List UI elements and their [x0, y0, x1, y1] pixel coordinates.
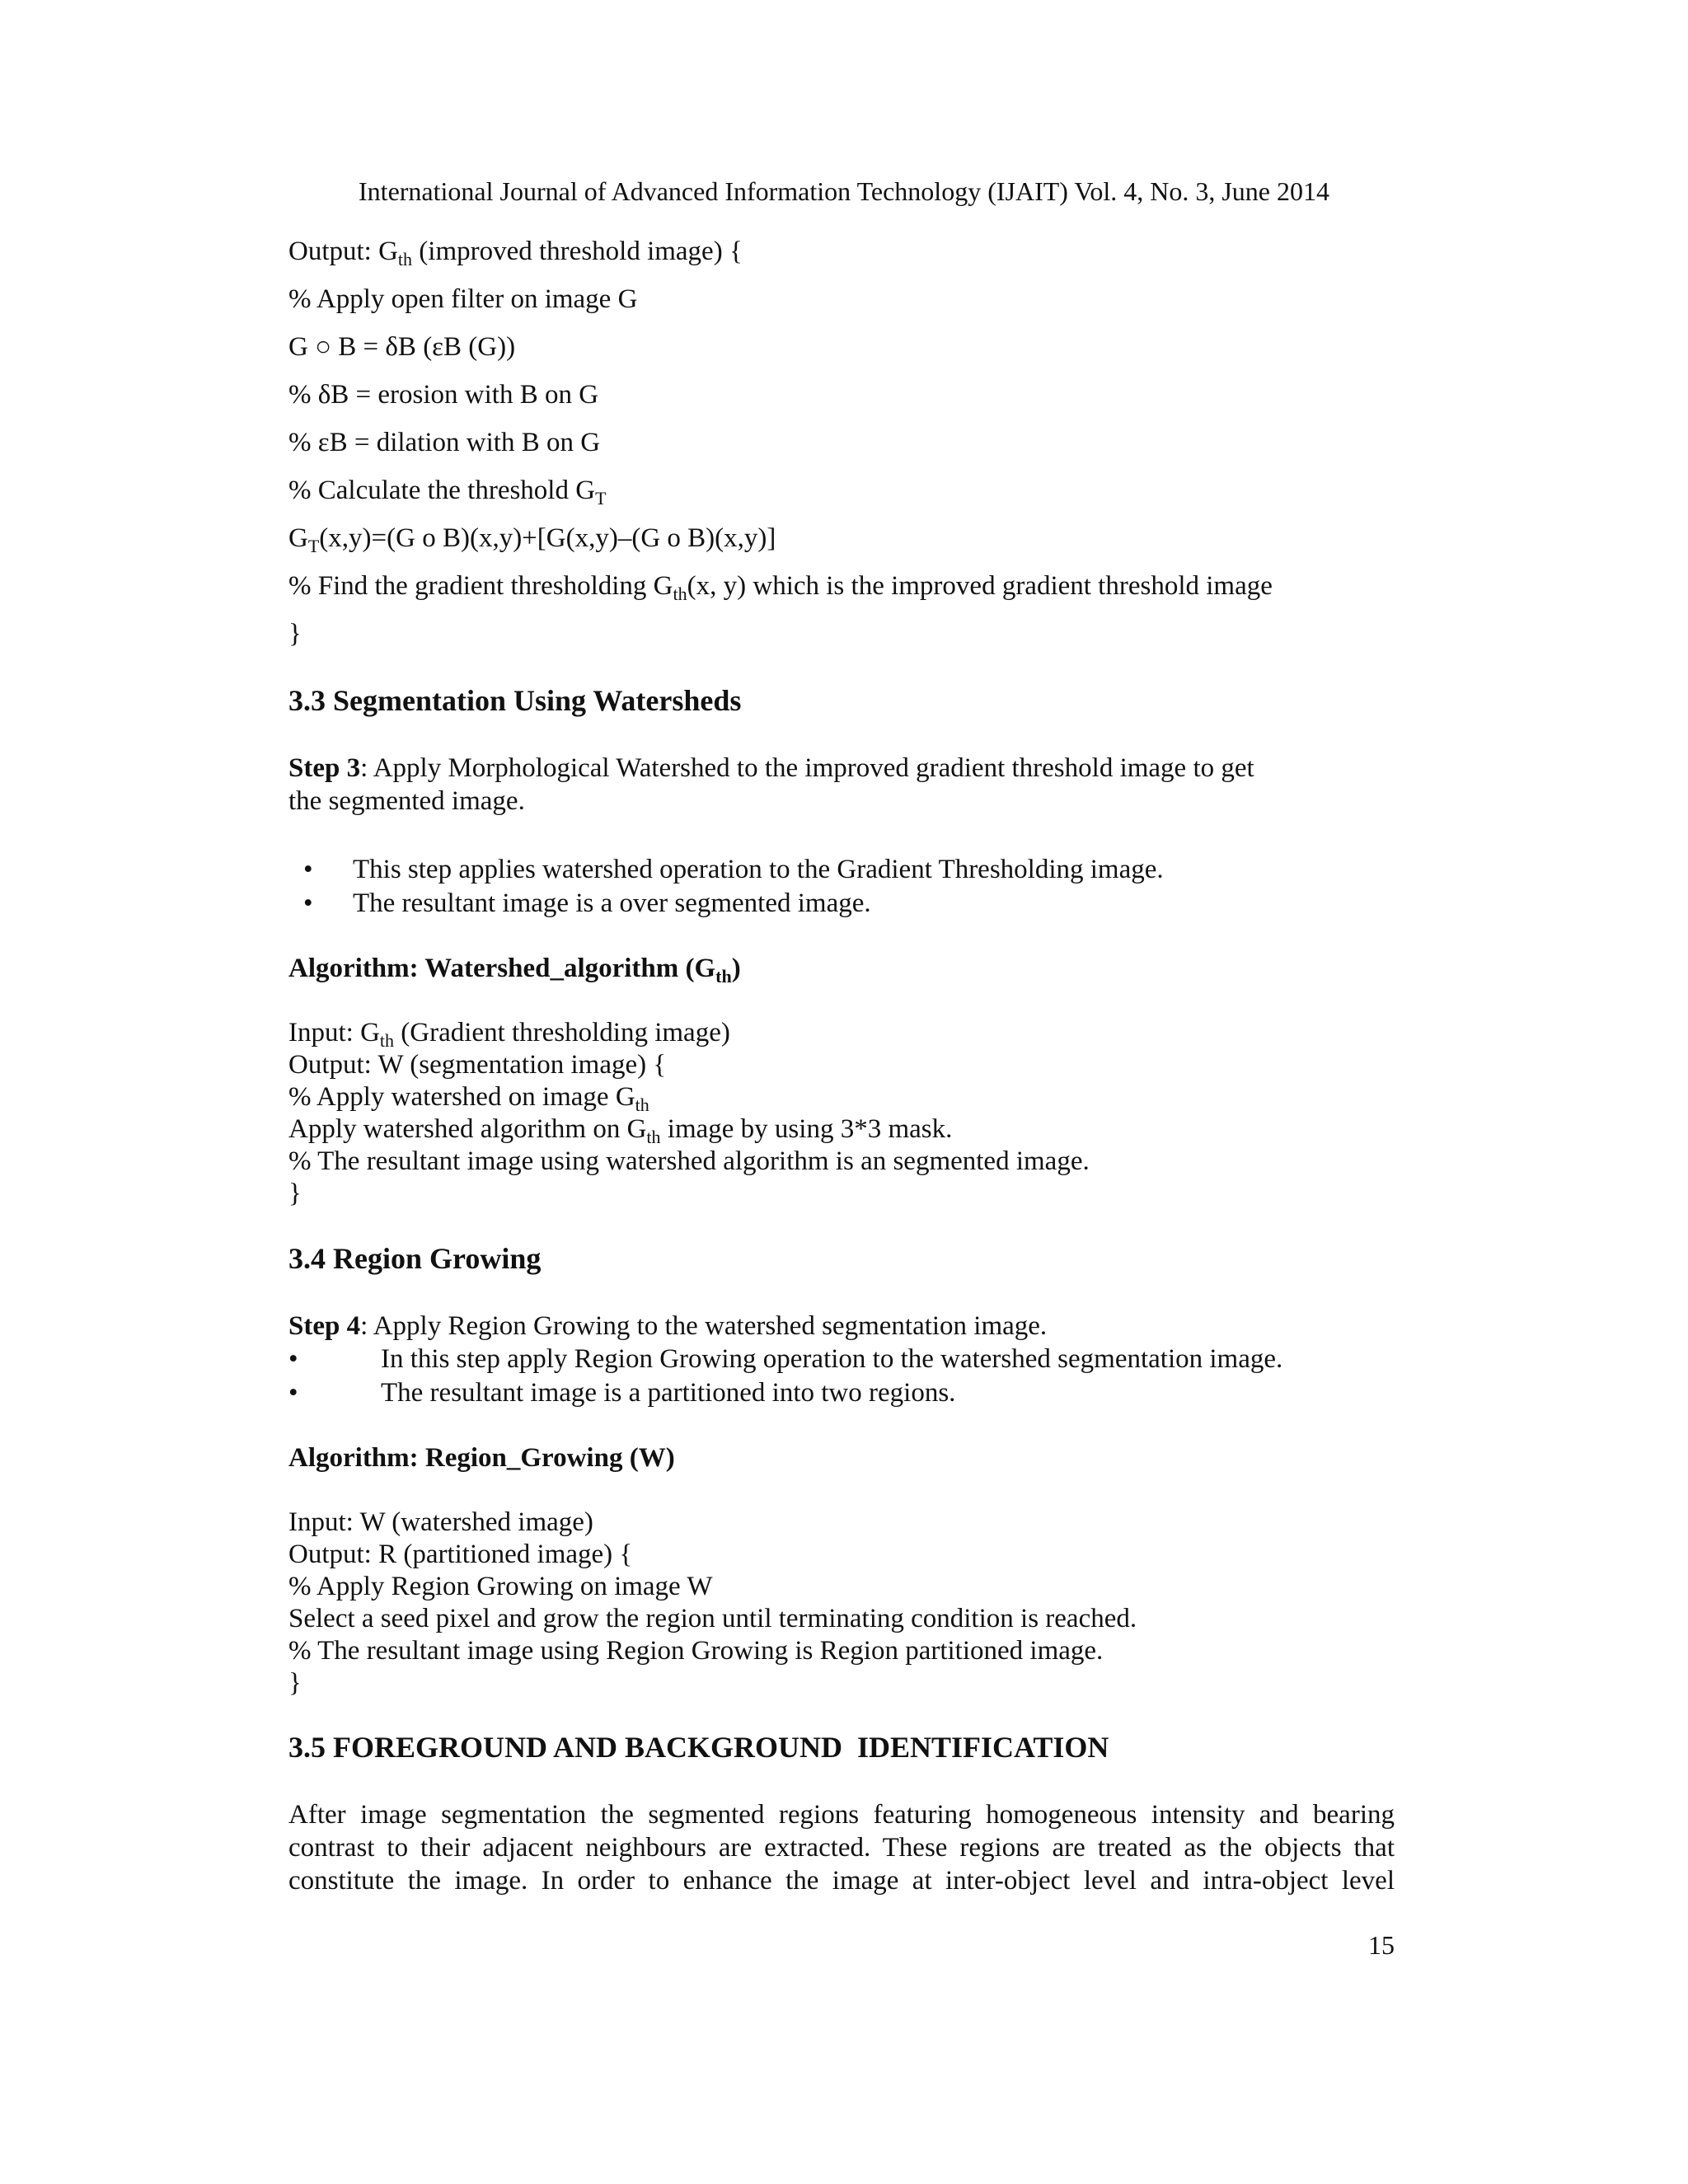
section-3-5-heading: 3.5 FOREGROUND AND BACKGROUND IDENTIFICATION	[288, 1731, 1109, 1764]
gradient-line-calc-threshold: % Calculate the threshold $G_T$	[288, 476, 607, 509]
gradient-line-threshold-formula: $G_T(x,y)=(G$ o B)(x,y)+[G(x,y)–(G o B)(x,y)]	[288, 523, 776, 556]
bullet-glyph: •	[303, 855, 313, 884]
section-3-5-para-line-1: After image segmentation the segmented regions featuring homogeneous intensity and bearing	[288, 1800, 1395, 1830]
gradient-line-open-filter: % Apply open filter on image G	[288, 284, 638, 314]
step-3-line-1: Step 3: Apply Morphological Watershed to the improved gradient threshold image to get	[288, 753, 1254, 783]
region-select-line: Select a seed pixel and grow the region until terminating condition is reached.	[288, 1604, 1137, 1633]
gradient-line-opening-formula: G ○ B = δB (εB (G))	[288, 332, 516, 362]
watershed-output-line: Output: W (segmentation image) {	[288, 1050, 667, 1080]
gradient-line-find-thresholding: % Find the gradient thresholding $G_{th}(x$, y) which is the improved gradient threshold image	[288, 571, 1273, 604]
watershed-close-brace: }	[288, 1179, 302, 1208]
section-3-5-para-line-2: contrast to their adjacent neighbours are extracted. These regions are treated as the objects that	[288, 1833, 1395, 1863]
step-3-line-2: the segmented image.	[288, 786, 525, 816]
section-3-5-para-line-3: constitute the image. In order to enhance the image at inter-object level and intra-object level	[288, 1866, 1395, 1896]
watershed-input-line: Input: $G_{th}$ (Gradient thresholding image)	[288, 1018, 730, 1051]
region-input-line: Input: W (watershed image)	[288, 1507, 593, 1537]
watershed-result-line: % The resultant image using watershed algorithm is an segmented image.	[288, 1146, 1090, 1176]
gradient-output-line: Output: $G_{th}$ (improved threshold image) {	[288, 237, 743, 269]
section-3-3-bullet-2: The resultant image is a over segmented image.	[353, 888, 871, 918]
gradient-line-erosion: % δB = erosion with B on G	[288, 380, 599, 410]
region-apply-comment: % Apply Region Growing on image W	[288, 1572, 713, 1601]
gradient-line-dilation: % εB = dilation with B on G	[288, 428, 601, 457]
region-growing-algorithm-title: Algorithm: Region_Growing (W)	[288, 1443, 675, 1473]
region-close-brace: }	[288, 1668, 302, 1698]
bullet-glyph: •	[288, 1344, 298, 1374]
region-result-line: % The resultant image using Region Growing is Region partitioned image.	[288, 1636, 1104, 1666]
journal-header: International Journal of Advanced Information Technology (IJAIT) Vol. 4, No. 3, June 2014	[359, 176, 1329, 206]
section-3-3-heading: 3.3 Segmentation Using Watersheds	[288, 684, 742, 717]
page-number: 15	[1368, 1930, 1395, 1960]
step-4-line: Step 4: Apply Region Growing to the watershed segmentation image.	[288, 1311, 1048, 1341]
section-3-4-bullet-1: In this step apply Region Growing operation to the watershed segmentation image.	[381, 1344, 1283, 1374]
region-output-line: Output: R (partitioned image) {	[288, 1540, 633, 1569]
watershed-apply-comment: % Apply watershed on image $G_{th}$	[288, 1082, 649, 1115]
section-3-4-bullet-2: The resultant image is a partitioned into two regions.	[381, 1378, 956, 1408]
section-3-3-bullet-1: This step applies watershed operation to the Gradient Thresholding image.	[353, 855, 1164, 884]
gradient-close-brace: }	[288, 619, 302, 649]
watershed-apply-line: Apply watershed algorithm on $G_{th}$ image by using 3*3 mask.	[288, 1114, 953, 1147]
bullet-glyph: •	[303, 888, 313, 918]
bullet-glyph: •	[288, 1378, 298, 1408]
section-3-4-heading: 3.4 Region Growing	[288, 1242, 542, 1275]
watershed-algorithm-title: Algorithm: Watershed_algorithm $(G_{th})$	[288, 954, 741, 987]
